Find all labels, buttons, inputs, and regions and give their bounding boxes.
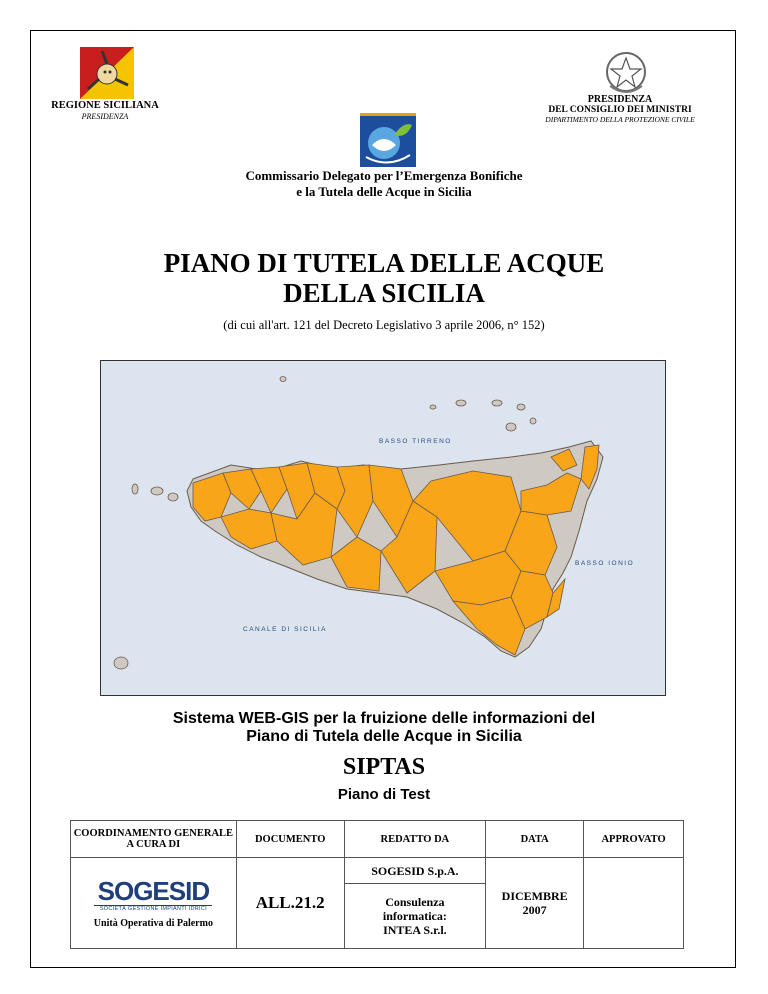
system-description bbox=[60, 710, 708, 746]
commissario-line2: e la Tutela delle Acque in Sicilia bbox=[296, 184, 472, 199]
system-line2: Piano di Tutela delle Acque in Sicilia bbox=[246, 728, 522, 745]
presidenza-line2: DEL CONSIGLIO DEI MINISTRI bbox=[548, 105, 692, 115]
map-label-basso-ionio: BASSO IONIO bbox=[575, 560, 635, 567]
sicily-basins-map bbox=[100, 360, 666, 696]
document-type: Piano di Test bbox=[337, 786, 431, 803]
presidenza-line1: PRESIDENZA bbox=[587, 94, 653, 105]
document-title bbox=[60, 248, 708, 308]
commissario-logo-icon bbox=[360, 113, 416, 167]
table-row bbox=[71, 858, 684, 884]
commissario-delegato bbox=[160, 168, 608, 200]
redatto-detail-line1: Consulenza bbox=[385, 895, 445, 910]
title-line2: DELLA SICILIA bbox=[283, 278, 485, 308]
header-data: DATA bbox=[486, 821, 584, 858]
title-line1: PIANO DI TUTELA DELLE ACQUE bbox=[163, 248, 605, 278]
system-name: SIPTAS bbox=[342, 754, 426, 780]
documento-value: ALL.21.2 bbox=[236, 858, 344, 949]
regione-line1: REGIONE SICILIANA bbox=[51, 100, 159, 111]
commissario-line1: Commissario Delegato per l’Emergenza Bonifiche bbox=[245, 168, 523, 183]
system-line1: Sistema WEB-GIS per la fruizione delle informazioni del bbox=[172, 710, 596, 727]
document-info-table bbox=[70, 820, 684, 949]
repubblica-emblem-icon bbox=[604, 50, 648, 96]
header-coordinamento: COORDINAMENTO GENERALE A CURA DI bbox=[71, 821, 237, 858]
legal-reference: (di cui all'art. 121 del Decreto Legislativo 3 aprile 2006, n° 152) bbox=[223, 318, 545, 332]
redatto-detail bbox=[344, 884, 486, 949]
data-value: DICEMBRE 2007 bbox=[486, 858, 584, 949]
redatto-company: SOGESID S.p.A. bbox=[344, 858, 486, 884]
coordinamento-cell bbox=[71, 858, 237, 949]
regione-line2: PRESIDENZA bbox=[81, 112, 129, 121]
sogesid-logo: SOGESID bbox=[97, 875, 210, 906]
map-label-basso-tirreno: BASSO TIRRENO bbox=[379, 438, 452, 445]
header-documento: DOCUMENTO bbox=[236, 821, 344, 858]
presidenza-line3: DIPARTIMENTO DELLA PROTEZIONE CIVILE bbox=[545, 115, 695, 124]
header-redatto-da: REDATTO DA bbox=[344, 821, 486, 858]
redatto-detail-line2: informatica: bbox=[382, 909, 447, 924]
sogesid-logo-subtitle: SOCIETÀ GESTIONE IMPIANTI IDRICI bbox=[94, 905, 212, 912]
map-label-canale-di-sicilia: CANALE DI SICILIA bbox=[243, 626, 328, 633]
header-approvato: APPROVATO bbox=[584, 821, 684, 858]
regione-siciliana-label bbox=[50, 100, 160, 122]
regione-siciliana-emblem-icon bbox=[78, 45, 136, 101]
unita-operativa: Unità Operativa di Palermo bbox=[93, 917, 213, 929]
presidenza-consiglio-label bbox=[520, 95, 720, 125]
table-header-row bbox=[71, 821, 684, 858]
sicily-map-svg bbox=[101, 361, 665, 695]
redatto-detail-line3: INTEA S.r.l. bbox=[383, 923, 447, 938]
approvato-value bbox=[584, 858, 684, 949]
